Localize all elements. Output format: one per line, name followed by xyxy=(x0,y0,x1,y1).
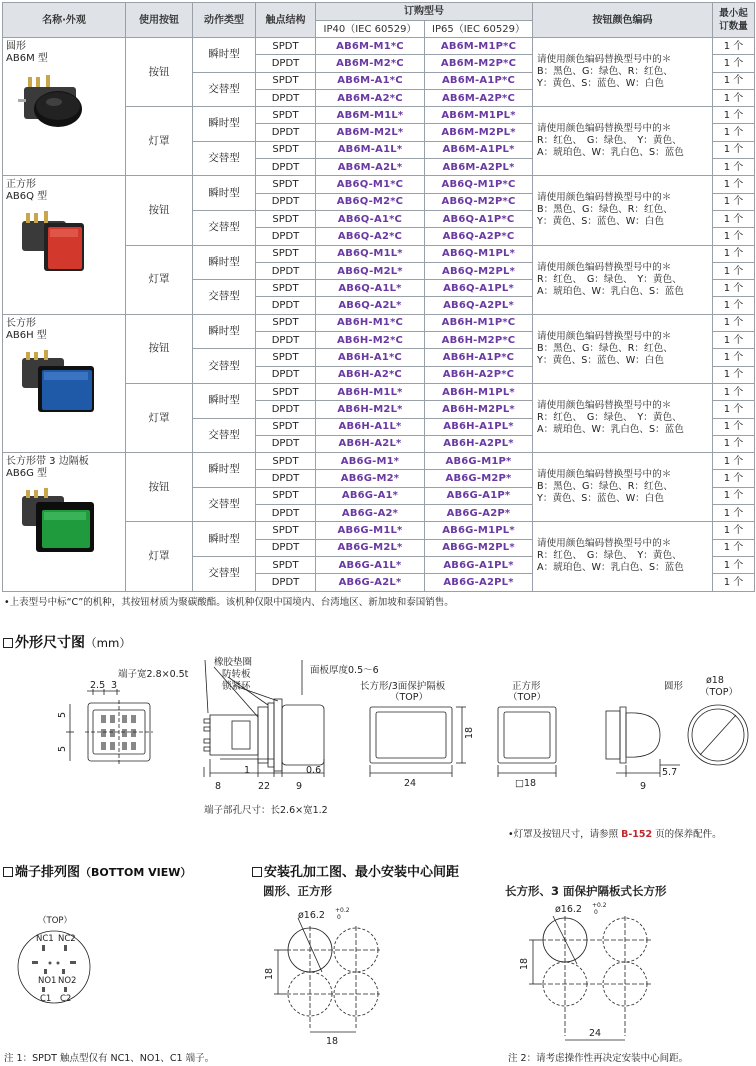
min-qty-cell: 1 个 xyxy=(713,107,755,124)
color-code-line: 请使用颜色编码替换型号中的＊ xyxy=(537,400,672,412)
operator-cell: 灯罩 xyxy=(126,245,193,314)
color-code-cell xyxy=(533,314,713,383)
ip65-part-number: AB6H-A2PL* xyxy=(425,435,533,452)
color-code-line: 请使用颜色编码替换型号中的＊ xyxy=(537,123,672,135)
table-row xyxy=(3,314,755,331)
dim-hole-size: 端子部孔尺寸：长2.6×宽1.2 xyxy=(204,805,328,816)
contact-cell: DPDT xyxy=(256,366,316,383)
action-cell: 交替型 xyxy=(193,280,256,315)
mount-dia-left: ø16.2 xyxy=(298,910,325,921)
product-name: 圆形 xyxy=(6,41,26,52)
header-min-qty-label: 最小起订数量 xyxy=(719,8,748,32)
ip65-part-number: AB6M-M2P*C xyxy=(425,55,533,72)
min-qty-cell: 1 个 xyxy=(713,55,755,72)
ip40-part-number: AB6G-A2* xyxy=(316,505,425,522)
min-qty-cell: 1 个 xyxy=(713,193,755,210)
min-qty-cell: 1 个 xyxy=(713,245,755,262)
action-cell: 瞬时型 xyxy=(193,453,256,488)
min-qty-cell: 1 个 xyxy=(713,38,755,55)
dim-sq18: □18 xyxy=(515,778,537,789)
mount-tol-plus-right: +0.2 xyxy=(592,902,607,909)
dim-lock-ring: 锁紧环 xyxy=(222,681,251,692)
color-code-line: Y：黄色、S：蓝色、W：白色 xyxy=(537,493,664,505)
terminal-nc1: NC1 xyxy=(36,934,54,944)
min-qty-cell: 1 个 xyxy=(713,159,755,176)
red-square-button-icon xyxy=(16,211,122,279)
ip40-part-number: AB6M-A2*C xyxy=(316,89,425,106)
mount-diagram-right xyxy=(505,900,665,1050)
min-qty-cell: 1 个 xyxy=(713,383,755,400)
ip65-part-number: AB6M-A2P*C xyxy=(425,89,533,106)
ip40-part-number: AB6M-A1L* xyxy=(316,141,425,158)
ip65-part-number: AB6H-M1PL* xyxy=(425,383,533,400)
color-code-line: 请使用颜色编码替换型号中的＊ xyxy=(537,330,672,342)
contact-cell: DPDT xyxy=(256,435,316,452)
contact-cell: SPDT xyxy=(256,245,316,262)
contact-cell: DPDT xyxy=(256,262,316,279)
terminal-diagram xyxy=(0,905,120,1017)
contact-cell: DPDT xyxy=(256,505,316,522)
header-name: 名称·外观 xyxy=(3,3,126,38)
min-qty-cell: 1 个 xyxy=(713,280,755,297)
ip65-part-number: AB6M-M1P*C xyxy=(425,38,533,55)
ip65-part-number: AB6Q-A1P*C xyxy=(425,210,533,227)
product-name: AB6M 型 xyxy=(6,53,48,64)
header-color-code: 按钮颜色编码 xyxy=(533,3,713,38)
mount-tol-minus-left: 0 xyxy=(337,914,341,921)
dim-24: 24 xyxy=(404,778,417,789)
action-cell: 交替型 xyxy=(193,418,256,453)
dim-3: 3 xyxy=(111,680,118,691)
min-qty-cell: 1 个 xyxy=(713,314,755,331)
ip65-part-number: AB6Q-M2P*C xyxy=(425,193,533,210)
contact-cell: SPDT xyxy=(256,38,316,55)
product-name: AB6Q 型 xyxy=(6,191,48,203)
ip40-part-number: AB6Q-M2*C xyxy=(316,193,425,210)
contact-cell: DPDT xyxy=(256,55,316,72)
ip65-part-number: AB6M-M2PL* xyxy=(425,124,533,141)
dim-2-5: 2.5 xyxy=(90,680,106,691)
dim-9: 9 xyxy=(296,781,303,792)
min-qty-cell: 1 个 xyxy=(713,332,755,349)
min-qty-cell: 1 个 xyxy=(713,435,755,452)
action-cell: 交替型 xyxy=(193,487,256,522)
ip40-part-number: AB6M-A1*C xyxy=(316,72,425,89)
min-qty-cell: 1 个 xyxy=(713,574,755,591)
operator-cell: 按钮 xyxy=(126,453,193,522)
color-code-line: R：红色、 G：绿色、 Y：黄色、 xyxy=(537,412,682,424)
terminal-nc2: NC2 xyxy=(58,934,76,944)
operator-cell: 按钮 xyxy=(126,314,193,383)
ip40-part-number: AB6G-A1L* xyxy=(316,556,425,573)
color-code-line: A：琥珀色、W：乳白色、S：蓝色 xyxy=(537,147,684,159)
ip40-part-number: AB6G-M2L* xyxy=(316,539,425,556)
ip40-part-number: AB6G-M2* xyxy=(316,470,425,487)
ip40-part-number: AB6M-M2*C xyxy=(316,55,425,72)
ip65-part-number: AB6G-A1PL* xyxy=(425,556,533,573)
ip40-part-number: AB6H-A2L* xyxy=(316,435,425,452)
min-qty-cell: 1 个 xyxy=(713,505,755,522)
min-qty-cell: 1 个 xyxy=(713,470,755,487)
ip65-part-number: AB6H-M2PL* xyxy=(425,401,533,418)
mount-title xyxy=(252,861,459,880)
action-cell: 瞬时型 xyxy=(193,176,256,211)
cover-note-pre: •灯罩及按钮尺寸，请参照 xyxy=(508,829,622,840)
contact-cell: SPDT xyxy=(256,453,316,470)
min-qty-cell: 1 个 xyxy=(713,556,755,573)
mount-title-text: 安装孔加工图、最小安装中心间距 xyxy=(264,865,460,880)
action-cell: 瞬时型 xyxy=(193,245,256,280)
color-code-cell xyxy=(533,176,713,245)
action-cell: 瞬时型 xyxy=(193,383,256,418)
action-cell: 瞬时型 xyxy=(193,522,256,557)
header-action: 动作类型 xyxy=(193,3,256,38)
operator-cell: 按钮 xyxy=(126,38,193,107)
dims-title xyxy=(3,632,131,652)
dim-9b: 9 xyxy=(640,781,647,792)
ip40-part-number: AB6Q-A1*C xyxy=(316,210,425,227)
color-code-cell xyxy=(533,38,713,107)
mount-diagram-left xyxy=(260,900,410,1050)
terminal-subtitle: （BOTTOM VIEW） xyxy=(80,866,192,879)
terminal-title-text: 端子排列图 xyxy=(15,865,81,880)
dim-rect-top: （TOP） xyxy=(390,692,429,703)
title-square-icon xyxy=(3,867,13,877)
min-qty-cell: 1 个 xyxy=(713,210,755,227)
color-code-line: 请使用颜色编码替换型号中的＊ xyxy=(537,54,672,66)
contact-cell: DPDT xyxy=(256,297,316,314)
ip65-part-number: AB6H-A2P*C xyxy=(425,366,533,383)
min-qty-cell: 1 个 xyxy=(713,522,755,539)
header-ip40: IP40（IEC 60529） xyxy=(316,21,425,38)
terminal-c1: C1 xyxy=(40,994,52,1004)
min-qty-cell: 1 个 xyxy=(713,89,755,106)
contact-cell: SPDT xyxy=(256,487,316,504)
contact-cell: SPDT xyxy=(256,522,316,539)
mount-24-right: 24 xyxy=(589,1028,602,1039)
cover-note-post: 页的保养配件。 xyxy=(652,829,722,840)
contact-cell: SPDT xyxy=(256,556,316,573)
ip40-part-number: AB6H-A2*C xyxy=(316,366,425,383)
color-code-line: 请使用颜色编码替换型号中的＊ xyxy=(537,469,672,481)
contact-cell: DPDT xyxy=(256,539,316,556)
contact-cell: DPDT xyxy=(256,159,316,176)
contact-cell: SPDT xyxy=(256,210,316,227)
color-code-line: B：黑色、G：绿色、R：红色、 xyxy=(537,66,673,78)
contact-cell: SPDT xyxy=(256,72,316,89)
color-code-line: 请使用颜色编码替换型号中的＊ xyxy=(537,538,672,550)
dim-18: 18 xyxy=(464,726,475,739)
dim-1: 1 xyxy=(244,765,251,776)
min-qty-cell: 1 个 xyxy=(713,262,755,279)
ip65-part-number: AB6H-M1P*C xyxy=(425,314,533,331)
dim-5b: 5 xyxy=(57,745,68,752)
min-qty-cell: 1 个 xyxy=(713,366,755,383)
ip65-part-number: AB6Q-A2P*C xyxy=(425,228,533,245)
header-operator: 使用按钮 xyxy=(126,3,193,38)
ip40-part-number: AB6H-M2L* xyxy=(316,401,425,418)
ip40-part-number: AB6Q-M2L* xyxy=(316,262,425,279)
min-qty-cell: 1 个 xyxy=(713,539,755,556)
dim-square-top: （TOP） xyxy=(508,692,547,703)
mount-right-title: 长方形、3 面保护隔板式长方形 xyxy=(505,884,667,898)
color-code-line: A：琥珀色、W：乳白色、S：蓝色 xyxy=(537,285,684,297)
terminal-top: （TOP） xyxy=(38,916,73,926)
ip65-part-number: AB6G-A1P* xyxy=(425,487,533,504)
product-name-cell xyxy=(3,453,126,591)
color-code-cell xyxy=(533,522,713,591)
min-qty-cell: 1 个 xyxy=(713,297,755,314)
ip65-part-number: AB6Q-M2PL* xyxy=(425,262,533,279)
contact-cell: SPDT xyxy=(256,107,316,124)
dim-22: 22 xyxy=(258,781,271,792)
ip40-part-number: AB6M-M1*C xyxy=(316,38,425,55)
action-cell: 交替型 xyxy=(193,210,256,245)
ip40-part-number: AB6G-M1* xyxy=(316,453,425,470)
color-code-cell xyxy=(533,107,713,176)
black-round-button-icon xyxy=(16,73,122,141)
operator-cell: 灯罩 xyxy=(126,383,193,452)
dim-rubber-gasket: 橡胶垫圈 xyxy=(214,657,253,668)
contact-cell: DPDT xyxy=(256,89,316,106)
ip65-part-number: AB6M-A2PL* xyxy=(425,159,533,176)
header-min-qty xyxy=(713,3,755,38)
mount-left-title: 圆形、正方形 xyxy=(263,884,332,898)
dim-anti-rotation: 防转板 xyxy=(222,669,251,680)
color-code-line: Y：黄色、S：蓝色、W：白色 xyxy=(537,354,664,366)
ip65-part-number: AB6Q-A2PL* xyxy=(425,297,533,314)
ip65-part-number: AB6H-A1P*C xyxy=(425,349,533,366)
outline-drawing xyxy=(0,655,756,825)
contact-cell: SPDT xyxy=(256,280,316,297)
ip65-part-number: AB6Q-A1PL* xyxy=(425,280,533,297)
dims-unit: （mm） xyxy=(85,636,132,650)
mount-18v-left: 18 xyxy=(264,967,275,980)
ip40-part-number: AB6Q-A2L* xyxy=(316,297,425,314)
color-code-line: B：黑色、G：绿色、R：红色、 xyxy=(537,342,673,354)
contact-cell: DPDT xyxy=(256,401,316,418)
ip65-part-number: AB6M-M1PL* xyxy=(425,107,533,124)
ip65-part-number: AB6G-M1PL* xyxy=(425,522,533,539)
color-code-line: Y：黄色、S：蓝色、W：白色 xyxy=(537,216,664,228)
color-code-line: B：黑色、G：绿色、R：红色、 xyxy=(537,481,673,493)
terminal-note: 注 1：SPDT 触点型仅有 NC1、NO1、C1 端子。 xyxy=(4,1053,215,1064)
terminal-c2: C2 xyxy=(60,994,72,1004)
product-name: AB6H 型 xyxy=(6,329,47,341)
ip65-part-number: AB6G-A2PL* xyxy=(425,574,533,591)
contact-cell: SPDT xyxy=(256,176,316,193)
contact-cell: DPDT xyxy=(256,228,316,245)
product-name-cell xyxy=(3,38,126,176)
min-qty-cell: 1 个 xyxy=(713,453,755,470)
contact-cell: DPDT xyxy=(256,574,316,591)
mount-18v-right: 18 xyxy=(519,957,530,970)
ip65-part-number: AB6M-A1PL* xyxy=(425,141,533,158)
min-qty-cell: 1 个 xyxy=(713,176,755,193)
dim-rect-barrier: 长方形/3面保护隔板 xyxy=(360,681,446,692)
terminal-no2: NO2 xyxy=(58,976,77,986)
ip65-part-number: AB6Q-M1PL* xyxy=(425,245,533,262)
cover-note xyxy=(508,826,722,840)
dim-terminal-width: 端子宽2.8×0.5t xyxy=(118,669,189,680)
dim-5a: 5 xyxy=(57,711,68,718)
ip65-part-number: AB6M-A1P*C xyxy=(425,72,533,89)
min-qty-cell: 1 个 xyxy=(713,401,755,418)
operator-cell: 灯罩 xyxy=(126,522,193,591)
color-code-cell xyxy=(533,383,713,452)
footnote: •上表型号中标“C”的机种，其按钮材质为聚碳酸酯。该机种仅限中国境内、台湾地区、新加坡和泰国销售。 xyxy=(4,597,454,608)
ip40-part-number: AB6Q-M1*C xyxy=(316,176,425,193)
blue-rectangular-button-icon xyxy=(16,350,122,418)
contact-cell: DPDT xyxy=(256,193,316,210)
color-code-line: A：琥珀色、W：乳白色、S：蓝色 xyxy=(537,424,684,436)
dim-round-label: 圆形 xyxy=(664,681,684,692)
action-cell: 交替型 xyxy=(193,349,256,384)
contact-cell: SPDT xyxy=(256,314,316,331)
min-qty-cell: 1 个 xyxy=(713,228,755,245)
mount-note: 注 2：请考虑操作性再决定安装中心间距。 xyxy=(508,1053,689,1064)
mount-dia-right: ø16.2 xyxy=(555,904,582,915)
contact-cell: DPDT xyxy=(256,332,316,349)
ip65-part-number: AB6H-M2P*C xyxy=(425,332,533,349)
dim-square-label: 正方形 xyxy=(512,681,541,692)
product-name-cell xyxy=(3,314,126,452)
header-ip65: IP65（IEC 60529） xyxy=(425,21,533,38)
color-code-line: R：红色、 G：绿色、 Y：黄色、 xyxy=(537,550,682,562)
min-qty-cell: 1 个 xyxy=(713,418,755,435)
terminal-no1: NO1 xyxy=(38,976,57,986)
action-cell: 瞬时型 xyxy=(193,38,256,73)
cover-note-ref-link[interactable]: B-152 xyxy=(621,829,653,840)
ip40-part-number: AB6M-A2L* xyxy=(316,159,425,176)
min-qty-cell: 1 个 xyxy=(713,487,755,504)
table-row xyxy=(3,176,755,193)
product-name: 长方形 xyxy=(6,317,36,329)
dims-title-text: 外形尺寸图 xyxy=(15,635,85,651)
ip65-part-number: AB6G-M1P* xyxy=(425,453,533,470)
product-name: 正方形 xyxy=(6,179,36,191)
dim-5-7: 5.7 xyxy=(662,767,678,778)
dim-8: 8 xyxy=(215,781,222,792)
ip40-part-number: AB6G-A2L* xyxy=(316,574,425,591)
mount-tol-plus-left: +0.2 xyxy=(335,907,350,914)
product-name-cell xyxy=(3,176,126,314)
contact-cell: DPDT xyxy=(256,124,316,141)
table-row xyxy=(3,453,755,470)
color-code-line: A：琥珀色、W：乳白色、S：蓝色 xyxy=(537,562,684,574)
action-cell: 瞬时型 xyxy=(193,314,256,349)
contact-cell: DPDT xyxy=(256,470,316,487)
contact-cell: SPDT xyxy=(256,349,316,366)
color-code-line: R：红色、 G：绿色、 Y：黄色、 xyxy=(537,273,682,285)
ip40-part-number: AB6Q-A1L* xyxy=(316,280,425,297)
product-name: AB6G 型 xyxy=(6,468,47,480)
ip40-part-number: AB6H-M2*C xyxy=(316,332,425,349)
ip40-part-number: AB6G-M1L* xyxy=(316,522,425,539)
ip65-part-number: AB6G-M2P* xyxy=(425,470,533,487)
dim-0-6: 0.6 xyxy=(306,765,322,776)
title-square-icon xyxy=(3,638,13,648)
min-qty-cell: 1 个 xyxy=(713,349,755,366)
ip40-part-number: AB6Q-M1L* xyxy=(316,245,425,262)
action-cell: 交替型 xyxy=(193,72,256,107)
ip40-part-number: AB6G-A1* xyxy=(316,487,425,504)
title-square-icon xyxy=(252,867,262,877)
terminal-title xyxy=(3,861,191,880)
green-rectangular-barrier-button-icon xyxy=(16,488,122,556)
action-cell: 瞬时型 xyxy=(193,107,256,142)
operator-cell: 按钮 xyxy=(126,176,193,245)
ip40-part-number: AB6H-M1L* xyxy=(316,383,425,400)
color-code-cell xyxy=(533,245,713,314)
contact-cell: SPDT xyxy=(256,141,316,158)
min-qty-cell: 1 个 xyxy=(713,141,755,158)
mount-tol-minus-right: 0 xyxy=(594,909,598,916)
operator-cell: 灯罩 xyxy=(126,107,193,176)
dim-round-top: （TOP） xyxy=(700,687,739,698)
ip40-part-number: AB6M-M2L* xyxy=(316,124,425,141)
ip65-part-number: AB6G-M2PL* xyxy=(425,539,533,556)
header-order: 订购型号 xyxy=(316,3,533,21)
color-code-line: Y：黄色、S：蓝色、W：白色 xyxy=(537,78,664,90)
ip40-part-number: AB6M-M1L* xyxy=(316,107,425,124)
contact-cell: SPDT xyxy=(256,383,316,400)
ip65-part-number: AB6H-A1PL* xyxy=(425,418,533,435)
min-qty-cell: 1 个 xyxy=(713,72,755,89)
ip40-part-number: AB6Q-A2*C xyxy=(316,228,425,245)
header-contact: 触点结构 xyxy=(256,3,316,38)
color-code-line: 请使用颜色编码替换型号中的＊ xyxy=(537,192,672,204)
action-cell: 交替型 xyxy=(193,141,256,176)
dim-dia18: ø18 xyxy=(706,675,724,686)
product-name: 长方形带 3 边隔板 xyxy=(6,456,89,468)
color-code-line: 请使用颜色编码替换型号中的＊ xyxy=(537,261,672,273)
ip40-part-number: AB6H-M1*C xyxy=(316,314,425,331)
order-table xyxy=(2,2,755,592)
action-cell: 交替型 xyxy=(193,556,256,591)
ip40-part-number: AB6H-A1*C xyxy=(316,349,425,366)
color-code-line: B：黑色、G：绿色、R：红色、 xyxy=(537,204,673,216)
ip65-part-number: AB6Q-M1P*C xyxy=(425,176,533,193)
ip40-part-number: AB6H-A1L* xyxy=(316,418,425,435)
dim-panel-thickness: 面板厚度0.5～6 xyxy=(310,665,379,676)
contact-cell: SPDT xyxy=(256,418,316,435)
min-qty-cell: 1 个 xyxy=(713,124,755,141)
color-code-line: R：红色、 G：绿色、 Y：黄色、 xyxy=(537,135,682,147)
ip65-part-number: AB6G-A2P* xyxy=(425,505,533,522)
table-row xyxy=(3,38,755,55)
color-code-cell xyxy=(533,453,713,522)
mount-18h-left: 18 xyxy=(326,1036,339,1047)
